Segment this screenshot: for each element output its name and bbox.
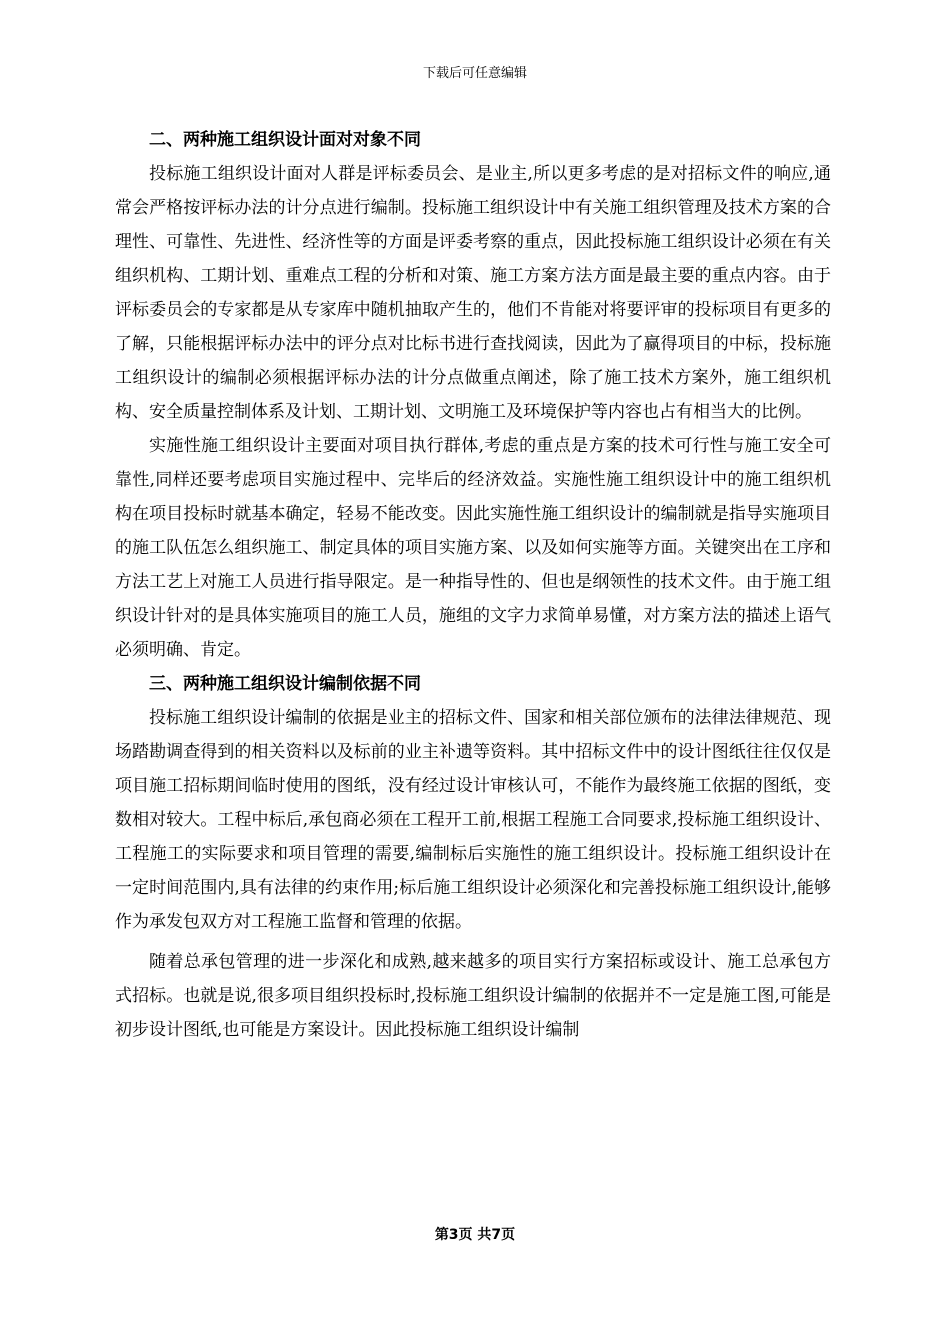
paragraph: 随着总承包管理的进一步深化和成熟,越来越多的项目实行方案招标或设计、施工总承包方式招标。也就是说,很多项目组织投标时,投标施工组织设计编制的依据并不一定是施工图,可能是初步设计图纸,也可能是方案设计。因此投标施工组织设计编制 (115, 952, 831, 1040)
paragraph: 实施性施工组织设计主要面对项目执行群体,考虑的重点是方案的技术可行性与施工安全可靠性,同样还要考虑项目实施过程中、完毕后的经济效益。实施性施工组织设计中的施工组织机构在项目投标时就基本确定，轻易不能改变。因此实施性施工组织设计的编制就是指导实施项目的施工队伍怎么组织施工、制定具体的项目实施方案、以及如何实施等方面。关键突出在工序和方法工艺上对施工人员进行指导限定。是一种指导性的、但也是纲领性的技术文件。由于施工组织设计针对的是具体实施项目的施工人员，施组的文字力求简单易懂，对方案方法的描述上语气必须明确、肯定。 (115, 436, 831, 660)
document-body (115, 123, 831, 1047)
page-header: 下载后可任意编辑 (422, 66, 527, 81)
page-number: 第3页 共7页 (434, 1227, 516, 1243)
paragraph: 投标施工组织设计面对人群是评标委员会、是业主,所以更多考虑的是对招标文件的响应,通常会严格按评标办法的计分点进行编制。投标施工组织设计中有关施工组织管理及技术方案的合理性、可靠性、先进性、经济性等的方面是评委考察的重点，因此投标施工组织设计必须在有关组织机构、工期计划、重难点工程的分析和对策、施工方案方法方面是最主要的重点内容。由于评标委员会的专家都是从专家库中随机抽取产生的，他们不肯能对将要评审的投标项目有更多的了解，只能根据评标办法中的评分点对比标书进行查找阅读，因此为了赢得项目的中标，投标施工组织设计的编制必须根据评标办法的计分点做重点阐述，除了施工技术方案外，施工组织机构、安全质量控制体系及计划、工期计划、文明施工及环境保护等内容也占有相当大的比例。 (115, 164, 831, 422)
paragraph: 投标施工组织设计编制的依据是业主的招标文件、国家和相关部位颁布的法律法律规范、现场踏勘调查得到的相关资料以及标前的业主补遗等资料。其中招标文件中的设计图纸往往仅仅是项目施工招标期间临时使用的图纸，没有经过设计审核认可，不能作为最终施工依据的图纸，变数相对较大。工程中标后,承包商必须在工程开工前,根据工程施工合同要求,投标施工组织设计、工程施工的实际要求和项目管理的需要,编制标后实施性的施工组织设计。投标施工组织设计在一定时间范围内,具有法律的约束作用;标后施工组织设计必须深化和完善投标施工组织设计,能够作为承发包双方对工程施工监督和管理的依据。 (115, 708, 831, 932)
section-heading-3: 三、两种施工组织设计编制依据不同 (149, 674, 421, 694)
section-heading-2: 二、两种施工组织设计面对对象不同 (149, 130, 421, 150)
